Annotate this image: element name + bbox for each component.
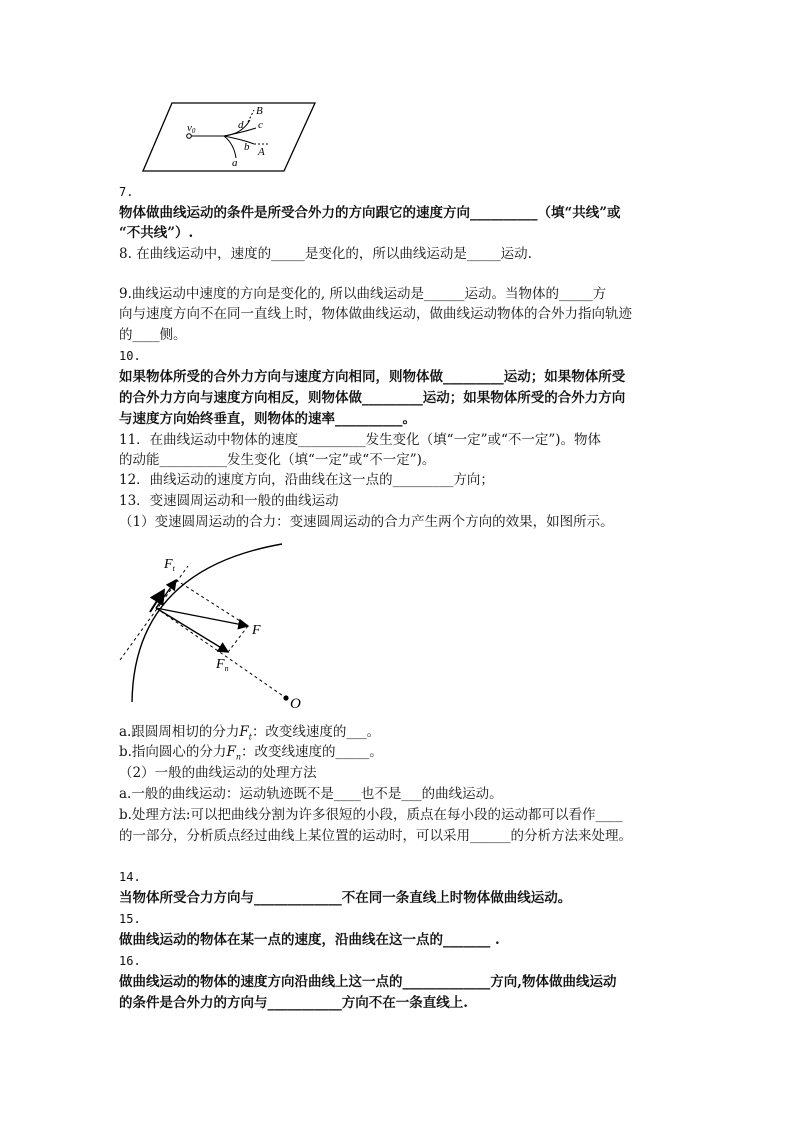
tangent-dashed-line [120, 566, 188, 660]
q9-line2: 向与速度方向不在同一直线上时，物体做曲线运动，做曲线运动物体的合外力指向轨迹 [119, 306, 632, 322]
label-B: B [256, 105, 263, 117]
q16-line1: 做曲线运动的物体的速度方向沿曲线上这一点的_____________方向,物体做曲线运动 [119, 974, 617, 990]
label-Fn: $F_n$ [216, 657, 229, 673]
q13-b-pre: b.指向圆心的分力 [119, 744, 227, 760]
label-v0: v0 [187, 122, 196, 135]
q11-line2: 的动能__________发生变化（填“一定”或“不一定”)。 [119, 452, 436, 468]
q13-part1: （1）变速圆周运动的合力：变速圆周运动的合力产生两个方向的效果，如图所示。 [119, 514, 614, 530]
q14-text: 当物体所受合力方向与_____________不在同一条直线上时物体做曲线运动。 [119, 890, 572, 906]
q13-title: 13．变速圆周运动和一般的曲线运动 [119, 493, 339, 509]
label-Ft: $F_t$ [164, 557, 175, 573]
q16-line2: 的条件是合外力的方向与___________方向不在一条直线上. [119, 995, 468, 1011]
q10-line3: 与速度方向始终垂直，则物体的速率__________。 [119, 411, 416, 427]
q11-line1: 11．在曲线运动中物体的速度__________发生变化（填“一定”或“不一定”)。物体 [119, 432, 602, 448]
q12-text: 12．曲线运动的速度方向，沿曲线在这一点的_________方向； [119, 472, 494, 488]
start-point [187, 134, 192, 139]
label-O: O [290, 696, 301, 712]
label-c: c [258, 119, 263, 131]
label-F: F [252, 623, 261, 638]
label-b: b [244, 141, 250, 153]
q7-line2: “不共线”）. [119, 225, 194, 241]
q13-a-pre: a.跟圆周相切的分力 [119, 724, 240, 740]
q16-number: 16. [119, 954, 141, 968]
q9-line1: 9.曲线运动中速度的方向是变化的, 所以曲线运动是______运动。当物体的_____方 [119, 286, 607, 302]
q13-b-sub: n [235, 752, 241, 762]
q15-number: 15. [119, 912, 141, 926]
q7-line1: 物体做曲线运动的条件是所受合外力的方向跟它的速度方向__________（填“共线”或 [119, 205, 621, 221]
q13-a-sub: t [248, 732, 252, 742]
q7-number: 7. [119, 185, 134, 199]
q13-b-sym: F [226, 744, 236, 760]
q14-number: 14. [119, 870, 141, 884]
trajectory-a [224, 136, 236, 158]
q13-part2: （2）一般的曲线运动的处理方法 [119, 765, 317, 781]
q13-p2b1: b.处理方法:可以把曲线分割为许多很短的小段，质点在每小段的运动都可以看作____ [119, 807, 623, 823]
q10-line1: 如果物体所受的合外力方向与速度方向相同，则物体做_________运动；如果物体所受 [119, 369, 626, 385]
center-point [283, 695, 288, 700]
dashed-arrow-B [248, 110, 254, 122]
trajectory-figure [140, 100, 320, 175]
q13-b-post: ：改变线速度的_____。 [240, 744, 383, 760]
label-a: a [232, 157, 238, 169]
q13-p2b2: 的一部分，分析质点经过曲线上某位置的运动时，可以采用______的分析方法来处理。 [119, 828, 632, 844]
q10-number: 10. [119, 349, 141, 363]
q10-line2: 的合外力方向与速度方向相反，则物体做_________运动；如果物体所受的合外力方向 [119, 390, 626, 406]
q13-a-sym: F [239, 724, 249, 740]
q13-a-post: ：改变线速度的___。 [251, 724, 381, 740]
q13-p2a: a.一般的曲线运动：运动轨迹既不是____也不是___的曲线运动。 [119, 786, 503, 802]
q8-text: 8. 在曲线运动中，速度的_____是变化的，所以曲线运动是_____运动. [119, 246, 532, 262]
q15-text: 做曲线运动的物体在某一点的速度，沿曲线在这一点的_______ . [119, 932, 500, 948]
parallelogram-dashed-2 [228, 626, 248, 652]
label-d: d [238, 119, 244, 131]
circular-motion-figure [112, 540, 312, 712]
radius-dashed-line [156, 608, 286, 698]
label-A: A [258, 146, 265, 158]
q9-line3: 的____侧。 [119, 327, 187, 343]
